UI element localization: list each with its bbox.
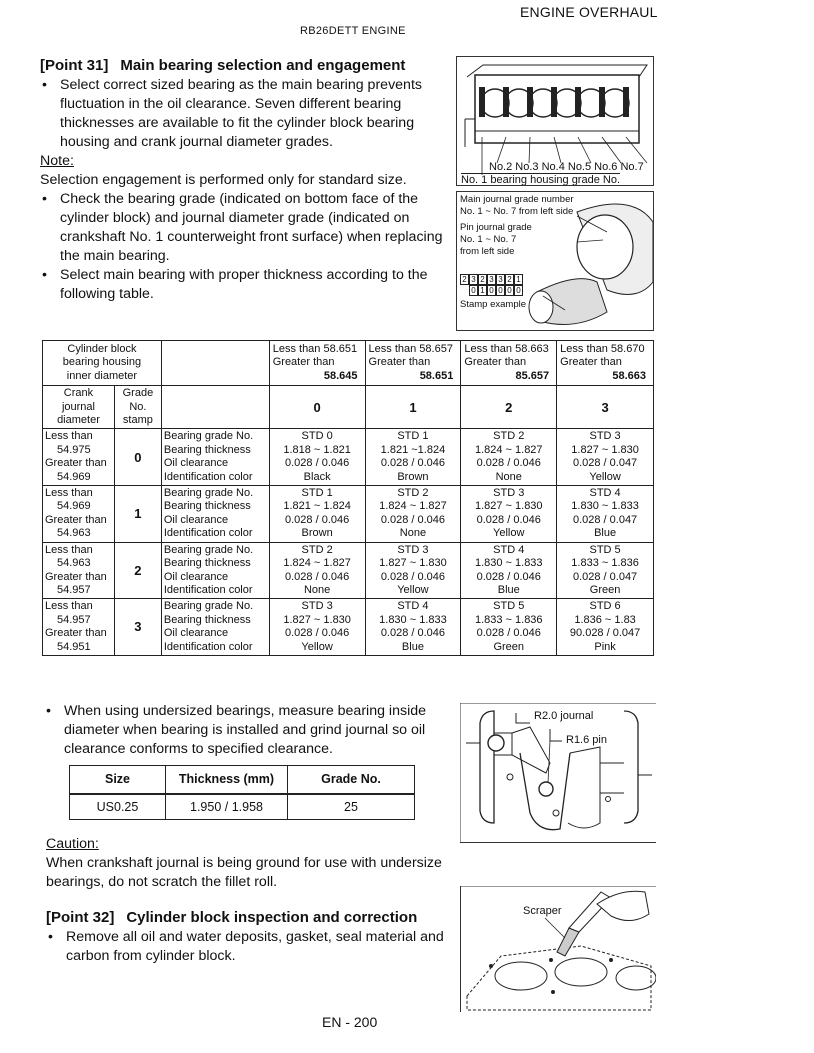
journal-range: [43, 429, 115, 486]
cell-value: 1.830 ~ 1.833: [379, 613, 447, 626]
cell-value: 1.827 ~ 1.830: [571, 443, 639, 456]
stamp-digit: 0: [514, 285, 523, 296]
journal-radius-label: R2.0 journal: [534, 710, 594, 722]
undersize-cell: US0.25: [70, 794, 166, 820]
row-label: Oil clearance: [163, 513, 229, 526]
row-label: Identification color: [163, 527, 253, 540]
point32-section: [46, 908, 451, 966]
bearing-cell: [461, 486, 557, 543]
corner-text: Crank: [63, 387, 94, 400]
point31-bullet-3: • Select main bearing with proper thickness according to the following table.: [40, 266, 450, 304]
table-row: [43, 429, 654, 486]
stamp-digit: 2: [505, 274, 514, 285]
crankshaft-stamp-figure: [456, 191, 654, 331]
cell-value: Green: [493, 640, 525, 653]
corner-text: Cylinder block: [67, 343, 137, 355]
cell-value: 0.028 / 0.046: [380, 513, 446, 526]
col-range-val: 58.651: [419, 369, 454, 382]
point31-bullet-2: • Check the bearing grade (indicated on bottom face of the cylinder block) and journal diameter grade (indicated on crankshaft No. 1 counterweight front surface) when replacing the main bearing.: [40, 190, 450, 266]
bearing-cell: [269, 486, 365, 543]
col-header-2: [461, 341, 557, 386]
page-number: EN - 200: [322, 1014, 378, 1030]
cell-value: STD 3: [397, 543, 429, 556]
col-range-lt: Less than 58.657: [368, 343, 453, 355]
corner-housing-cell: [43, 341, 162, 386]
undersize-col-header: Grade No.: [288, 766, 415, 794]
pin-journal-side: from left side: [460, 246, 515, 257]
bearing-cell: [557, 542, 654, 599]
point31-bullet-1: • Select correct sized bearing as the main bearing prevents fluctuation in the oil clearance. Seven different bearing thicknesses are available to fit the cylinder block bearing housing and crank journal diameter grades.: [40, 76, 450, 152]
undersize-header-row: [70, 766, 415, 794]
corner-text: Grade: [122, 387, 154, 400]
bearing-cell: [269, 542, 365, 599]
cell-value: Blue: [497, 583, 520, 596]
cell-value: None: [399, 527, 427, 540]
cell-value: STD 4: [493, 543, 525, 556]
cell-value: 0.028 / 0.046: [476, 457, 541, 470]
main-journal-range: No. 1 ~ No. 7 from left side: [460, 206, 574, 217]
cell-value: Brown: [301, 527, 333, 540]
cell-value: 0.028 / 0.046: [285, 627, 350, 640]
cell-value: STD 5: [589, 543, 621, 556]
cell-value: STD 3: [493, 487, 525, 500]
cell-value: 0.028 / 0.046: [285, 513, 350, 526]
cell-value: 1.821 ~1.824: [380, 443, 446, 456]
row-labels: [161, 542, 269, 599]
cell-value: STD 6: [589, 600, 621, 613]
col-header-1: [365, 341, 461, 386]
col-range-lt: Less than 58.663: [464, 343, 549, 355]
cell-value: 0.028 / 0.046: [380, 627, 446, 640]
cell-value: 1.824 ~ 1.827: [379, 500, 447, 513]
col-header-0: [269, 341, 365, 386]
jd-text: Greater than: [45, 457, 107, 470]
point31-heading: [40, 56, 450, 75]
cell-value: 0.028 / 0.046: [476, 570, 541, 583]
housing-caption: No. 1 bearing housing grade No.: [461, 174, 620, 186]
stamp-digit: 0: [496, 285, 505, 296]
table-row: [70, 794, 415, 820]
undersize-cell: 1.950 / 1.958: [166, 794, 288, 820]
bearing-cell: [365, 599, 461, 656]
jd-text: 54.951: [57, 640, 91, 653]
cell-value: 1.830 ~ 1.833: [474, 557, 543, 570]
pin-journal-range: No. 1 ~ No. 7: [460, 234, 517, 245]
cell-value: 0.028 / 0.046: [476, 513, 541, 526]
cell-value: None: [495, 470, 522, 483]
stamp-row-top: [460, 274, 526, 285]
table-row: [43, 486, 654, 543]
jd-text: 54.963: [57, 527, 91, 540]
cell-value: 1.824 ~ 1.827: [474, 443, 543, 456]
row-label: Bearing thickness: [163, 500, 251, 513]
point32-title: Cylinder block inspection and correction: [126, 909, 418, 926]
cell-value: Yellow: [493, 527, 525, 540]
corner-text: No.: [129, 400, 147, 413]
jd-text: 54.975: [57, 443, 91, 456]
fig2-labels: [460, 194, 574, 258]
main-journal-label: Main journal grade number: [460, 194, 574, 205]
point32-number: [Point 32]: [46, 909, 115, 926]
col-range-gt: Greater than: [560, 356, 622, 369]
cell-value: Brown: [397, 470, 429, 483]
housing-grade-0: 0: [269, 386, 365, 429]
bearing-cell: [365, 429, 461, 486]
undersize-table: [69, 765, 415, 820]
row-label: Bearing grade No.: [163, 430, 254, 443]
corner-text: journal: [61, 400, 95, 413]
cell-value: None: [303, 583, 331, 596]
undersize-bullet: • When using undersized bearings, measure bearing inside diameter when bearing is installed and grind journal so oil clearance conforms to specified clearance.: [44, 702, 454, 759]
bearing-cell: [365, 542, 461, 599]
bearing-cell: [365, 486, 461, 543]
caution-label: Caution:: [46, 836, 99, 852]
journal-stamp: 3: [114, 599, 161, 656]
bearing-cell: [557, 599, 654, 656]
col-range-val: 85.657: [515, 369, 550, 382]
undersize-col-header: Size: [70, 766, 166, 794]
row-label: Bearing thickness: [163, 443, 251, 456]
journal-stamp: 1: [114, 486, 161, 543]
undersize-section: [44, 702, 454, 759]
cell-value: 0.028 / 0.046: [285, 570, 350, 583]
cell-value: 0.028 / 0.046: [476, 627, 541, 640]
cell-value: 0.028 / 0.047: [572, 513, 638, 526]
blank-cell: [161, 386, 269, 429]
point31-section: [40, 56, 450, 304]
jd-text: 54.969: [57, 470, 91, 483]
point32-heading: [46, 908, 451, 927]
col-range-gt: Greater than: [464, 356, 527, 369]
cell-value: 1.833 ~ 1.836: [474, 613, 543, 626]
scraper-figure: [460, 886, 656, 1012]
jd-text: Less than: [45, 430, 93, 443]
cell-value: STD 5: [493, 600, 525, 613]
jd-text: Less than: [45, 600, 93, 613]
crankshaft-fillet-illustration: [460, 703, 656, 843]
note-text: Selection engagement is performed only for standard size.: [40, 172, 407, 188]
row-label: Oil clearance: [163, 457, 229, 470]
journal-stamp: 0: [114, 429, 161, 486]
engine-header: RB26DETT ENGINE: [300, 25, 406, 37]
undersize-cell: 25: [288, 794, 415, 820]
jd-text: 54.957: [57, 613, 91, 626]
stamp-digit: 1: [514, 274, 523, 285]
scraper-label: Scraper: [523, 905, 562, 917]
cell-value: STD 1: [397, 430, 429, 443]
cell-value: 1.821 ~ 1.824: [283, 500, 351, 513]
point31-title: Main bearing selection and engagement: [120, 57, 406, 74]
row-labels: [161, 429, 269, 486]
bearing-cell: [269, 429, 365, 486]
cylinder-block-figure: [456, 56, 654, 186]
bearing-cell: [557, 429, 654, 486]
bearing-selection-table: [42, 340, 654, 656]
stamp-digit: 0: [469, 285, 478, 296]
cell-value: Yellow: [397, 583, 429, 596]
cell-value: STD 3: [589, 430, 621, 443]
table-header-row: [43, 341, 654, 386]
stamp-digit: 3: [487, 274, 496, 285]
corner-journal-cell: [43, 386, 115, 429]
cell-value: STD 4: [589, 487, 621, 500]
bearing-cell: [461, 599, 557, 656]
cell-value: 1.818 ~ 1.821: [283, 443, 351, 456]
stamp-digit: 1: [478, 285, 487, 296]
col-range-val: 58.663: [612, 369, 646, 382]
stamp-row-bottom: [469, 285, 526, 296]
row-label: Oil clearance: [163, 570, 229, 583]
point31-number: [Point 31]: [40, 57, 109, 74]
jd-text: 54.969: [57, 500, 91, 513]
row-labels: [161, 486, 269, 543]
blank-cell: [161, 341, 269, 386]
journal-range: [43, 599, 115, 656]
cell-value: 1.824 ~ 1.827: [283, 557, 351, 570]
stamp-digit: 3: [496, 274, 505, 285]
caution-text: When crankshaft journal is being ground for use with undersize bearings, do not scratch the fillet roll.: [46, 855, 442, 890]
stamp-example-box: [460, 274, 526, 310]
cell-value: Pink: [594, 640, 616, 653]
stamp-digit: 0: [505, 285, 514, 296]
crankshaft-fillet-figure: [460, 703, 656, 843]
cell-value: STD 0: [301, 430, 333, 443]
caution-section: [46, 835, 446, 892]
table-row: [43, 599, 654, 656]
cell-value: STD 3: [301, 600, 333, 613]
jd-text: 54.957: [57, 583, 91, 596]
housing-grade-1: 1: [365, 386, 461, 429]
undersize-col-header: Thickness (mm): [166, 766, 288, 794]
cell-value: Blue: [594, 527, 617, 540]
cell-value: Green: [589, 583, 621, 596]
cell-value: 0.028 / 0.046: [380, 457, 446, 470]
cell-value: 0.028 / 0.047: [572, 457, 638, 470]
row-label: Bearing thickness: [163, 613, 251, 626]
cell-value: Blue: [401, 640, 424, 653]
col-range-val: 58.645: [323, 369, 358, 382]
cell-value: 1.830 ~ 1.833: [571, 500, 639, 513]
cell-value: Black: [303, 470, 331, 483]
corner-text: diameter: [57, 414, 100, 427]
stamp-digit: 2: [478, 274, 487, 285]
jd-text: Greater than: [45, 513, 107, 526]
housing-grade-3: 3: [557, 386, 654, 429]
corner-text: inner diameter: [66, 369, 138, 382]
corner-stamp-cell: [114, 386, 161, 429]
row-label: Bearing grade No.: [163, 487, 254, 500]
corner-text: stamp: [122, 414, 153, 427]
cell-value: 1.827 ~ 1.830: [474, 500, 543, 513]
jd-text: Greater than: [45, 627, 107, 640]
jd-text: 54.963: [57, 557, 91, 570]
bearing-cell: [269, 599, 365, 656]
cell-value: 1.836 ~ 1.83: [574, 613, 636, 626]
bearing-cell: [461, 542, 557, 599]
section-header: ENGINE OVERHAUL: [520, 4, 658, 20]
grade-row: [43, 386, 654, 429]
table-row: [43, 542, 654, 599]
row-label: Bearing grade No.: [163, 543, 254, 556]
jd-text: Less than: [45, 543, 93, 556]
row-label: Identification color: [163, 583, 253, 596]
col-range-gt: Greater than: [272, 356, 335, 369]
cell-value: 1.827 ~ 1.830: [283, 613, 351, 626]
row-label: Oil clearance: [163, 627, 229, 640]
cell-value: 0.028 / 0.047: [572, 570, 638, 583]
bearing-cell: [461, 429, 557, 486]
col-range-lt: Less than 58.651: [272, 343, 358, 355]
pin-journal-label: Pin journal grade: [460, 222, 532, 233]
pin-radius-label: R1.6 pin: [566, 734, 607, 746]
stamp-digit: 0: [487, 285, 496, 296]
col-range-gt: Greater than: [368, 356, 431, 369]
cell-value: STD 2: [397, 487, 429, 500]
row-label: Bearing thickness: [163, 557, 251, 570]
stamp-digit: 2: [460, 274, 469, 285]
cell-value: STD 1: [301, 487, 333, 500]
cell-value: 1.833 ~ 1.836: [571, 557, 639, 570]
col-header-3: [557, 341, 654, 386]
housing-numbers: No.2 No.3 No.4 No.5 No.6 No.7: [489, 161, 644, 173]
row-label: Identification color: [163, 470, 253, 483]
row-label: Bearing grade No.: [163, 600, 254, 613]
cell-value: 0.028 / 0.046: [380, 570, 446, 583]
cell-value: Yellow: [589, 470, 621, 483]
cell-value: 1.827 ~ 1.830: [379, 557, 447, 570]
cell-value: STD 4: [397, 600, 429, 613]
cell-value: 0.028 / 0.046: [285, 457, 350, 470]
bearing-cell: [557, 486, 654, 543]
cell-value: Yellow: [301, 640, 333, 653]
housing-grade-2: 2: [461, 386, 557, 429]
cell-value: 90.028 / 0.047: [569, 627, 641, 640]
journal-range: [43, 542, 115, 599]
jd-text: Greater than: [45, 570, 107, 583]
stamp-digit: 3: [469, 274, 478, 285]
cell-value: STD 2: [493, 430, 525, 443]
journal-stamp: 2: [114, 542, 161, 599]
jd-text: Less than: [45, 487, 93, 500]
col-range-lt: Less than 58.670: [560, 343, 645, 355]
cell-value: STD 2: [301, 543, 333, 556]
stamp-example-label: Stamp example: [460, 299, 527, 310]
journal-range: [43, 486, 115, 543]
corner-text: bearing housing: [62, 356, 142, 369]
row-labels: [161, 599, 269, 656]
point32-bullet: • Remove all oil and water deposits, gasket, seal material and carbon from cylinder block.: [46, 928, 451, 966]
row-label: Identification color: [163, 640, 253, 653]
note-label: Note:: [40, 153, 74, 169]
